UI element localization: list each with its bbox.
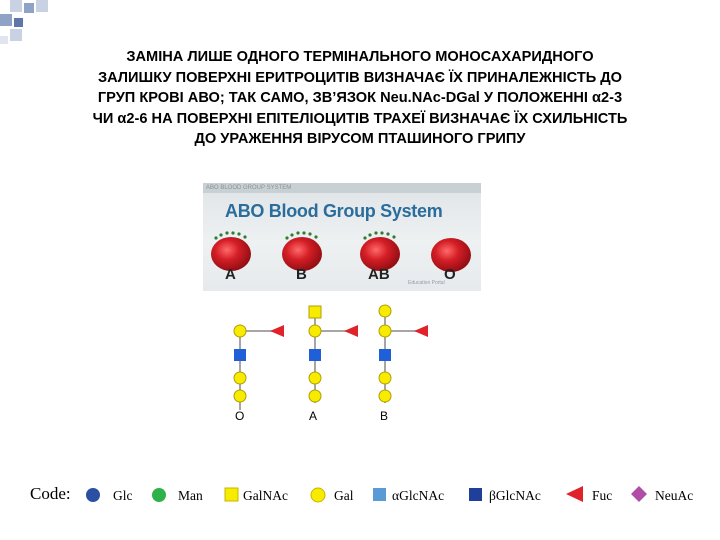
galnac-icon — [309, 306, 321, 318]
abo-group-label: O — [444, 266, 456, 283]
title-line: ЗАЛИШКУ ПОВЕРХНІ ЕРИТРОЦИТІВ ВИЗНАЧАЄ ЇХ ПРИНАЛЕЖНІСТЬ ДО — [97, 69, 623, 86]
glcnac-icon — [234, 349, 246, 361]
abo-group-label: A — [225, 266, 236, 283]
structure-label: A — [309, 409, 318, 423]
gal-icon — [234, 372, 246, 384]
title-line: ЧИ α2-6 НА ПОВЕРХНІ ЕПІТЕЛІОЦИТІВ ТРАХЕЇ ВИЗНАЧАЄ ЇХ СХИЛЬНІСТЬ — [92, 110, 628, 127]
title-line: ДО УРАЖЕННЯ ВІРУСОМ ПТАШИНОГО ГРИПУ — [194, 131, 526, 147]
structure-label: B — [380, 409, 389, 423]
legend-label: Gal — [334, 488, 354, 503]
abo-footer: Education Portal — [408, 280, 445, 286]
gal-icon — [309, 372, 321, 384]
title-line: ГРУП КРОВІ АВО; ТАК САМО, ЗВ’ЯЗОК Neu.NAc-DGal У ПОЛОЖЕННІ α2-3 — [97, 90, 623, 106]
gal-icon — [309, 325, 321, 337]
legend-label: Glc — [113, 488, 133, 503]
legend-label: NeuAc — [655, 488, 694, 503]
legend-label: Fuc — [592, 488, 613, 503]
abo-group-label: AB — [368, 266, 390, 283]
gal-icon — [379, 372, 391, 384]
legend-label: Man — [178, 488, 203, 503]
fuc-icon — [344, 325, 358, 337]
gal-icon — [234, 390, 246, 402]
abo-top-caption: ABO BLOOD GROUP SYSTEM — [203, 183, 481, 193]
glcnac-icon — [379, 349, 391, 361]
legend — [27, 481, 707, 509]
glcnac-icon — [309, 349, 321, 361]
title-line: ЗАМІНА ЛИШЕ ОДНОГО ТЕРМІНАЛЬНОГО МОНОСАХАРИДНОГО — [126, 49, 594, 65]
fuc-icon — [414, 325, 428, 337]
fuc-icon — [270, 325, 284, 337]
legend-label: βGlcNAc — [489, 488, 541, 503]
gal-icon — [234, 325, 246, 337]
gal-icon — [309, 390, 321, 402]
abo-heading: ABO Blood Group System — [225, 201, 443, 221]
legend-title: Code: — [30, 484, 71, 503]
abo-group-label: B — [296, 266, 307, 283]
gal-icon — [379, 305, 391, 317]
legend-label: αGlcNAc — [392, 488, 445, 503]
gal-icon — [379, 325, 391, 337]
gal-icon — [379, 390, 391, 402]
legend-label: GalNAc — [243, 488, 288, 503]
structure-label: O — [235, 409, 245, 423]
